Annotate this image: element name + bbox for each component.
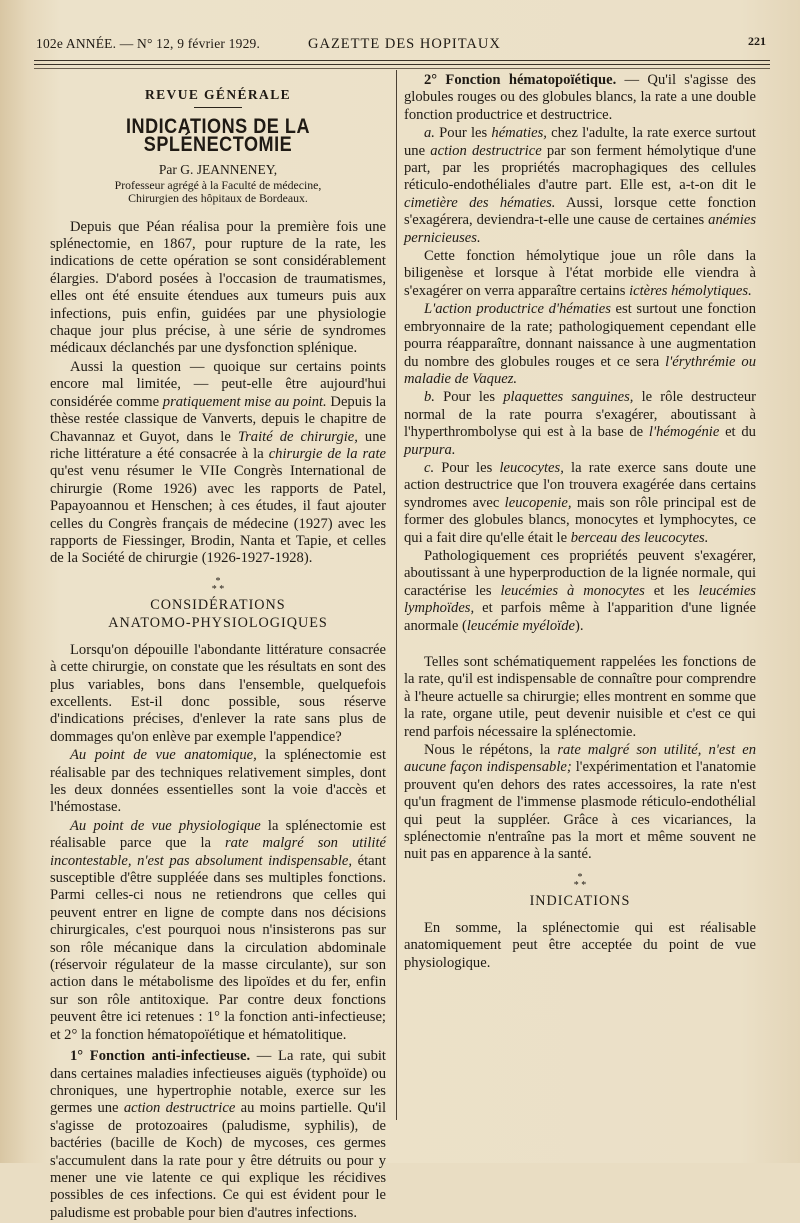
affiliation-line: Chirurgien des hôpitaux de Bordeaux. — [128, 190, 308, 205]
paragraph-a: a. Pour les hématies, chez l'adulte, la rate exerce surtout une action destructrice par son ferment hémolytique d'une part, par les propriétés macrophagiques des cellules réticulo-endothéliales d'autre part. Elle est, a-t-on dit le cimetière des hématies. Aussi, lorsque cette fonction s'exagérera, deviendra-t-elle une cause de certaines anémies pernicieuses. — [404, 125, 756, 246]
right-column — [404, 72, 756, 973]
paragraph-indications: En somme, la splénectomie qui est réalisable anatomiquement peut être acceptée du point de vue physiologique. — [404, 919, 756, 971]
column-divider — [396, 70, 397, 1120]
paragraph-anat-2: Au point de vue anatomique, la splénectomie est réalisable par des techniques relativement simples, dont les deux données essentielles sont la voie d'accès et l'hémostase. — [50, 747, 387, 816]
running-header — [30, 34, 772, 58]
article-title: INDICATIONS DE LA SPLÉNECTOMIE — [125, 115, 311, 156]
section-heading-anatomo: CONSIDÉRATIONS ANATOMO-PHYSIOLOGIQUES — [108, 596, 328, 631]
section-ornament: * * * — [211, 575, 225, 595]
affiliation-line: Professeur agrégé à la Faculté de médecine, — [114, 177, 322, 192]
paragraph-anat-3: Au point de vue physiologique la splénectomie est réalisable parce que la rate malgré son utilité incontestable, n'est pas absolument indispensable, étant susceptible d'être suppléée dans ses multiples fonctions. Parmi celles-ci nous ne retiendrons que celles qui peuvent entrer en ligne de compte dans nos décisions chirurgicales, c'est pourquoi nous n'insisterons pas sur son rôle mécanique dans la circulation abdominale (réservoir régulateur de la masse circulante), sur son action dans le métabolisme des lipoïdes et du fer, enfin sur son rôle antitoxique. Par contre deux fonctions peuvent être ici retenues : 1° la fonction anti-infectieuse; et 2° la fonction hématopoïétique et hématolitique. — [50, 817, 387, 1043]
paragraph-repeat: Nous le répétons, la rate malgré son utilité, n'est en aucune façon indispensable; l'expérimentation et l'anatomie prouvent qu'en dehors des rates accessoires, la rate n'est qu'un fragment de l'immense plasmode réticulo-endothélial qui peut la suppléer. Grâce à ces vicariances, la splénectomie n'entraîne pas la mort et même souvent ne nuit pas en apparence à la santé. — [404, 742, 757, 863]
article-author: Par G. JEANNENEY, — [158, 162, 278, 178]
paragraph-intro-2: Aussi la question — quoique sur certains points encore mal limitée, — peut-elle être aujourd'hui considérée comme pratiquement mise au point. Depuis la thèse restée classique de Vanverts, depuis le chapitre de Chavannaz et Guyot, dans le Traité de chirurgie, une riche littérature a été consacrée à la chirurgie de la rate qu'est venu résumer le VIIe Congrès International de chirurgie (Rome 1926) avec les rapports de Patel, Papayoannou et Henschen; à ces études, il faut ajouter celles du Congrès français de médecine (1927) avec les rapports de Fiessinger, Brodin, Nanta et Tapie, et celles de la Société de chirurgie (1926-1927-1928). — [50, 358, 386, 567]
section-ornament: * * * — [573, 871, 587, 891]
header-rule-thin-2 — [34, 68, 770, 69]
paragraph-b: b. Pour les plaquettes sanguines, le rôle destructeur normal de la rate pourra s'exagérer, aboutissant à l'hyperthrombolyse qui est à la base de l'hémogénie et du purpura. — [404, 389, 756, 458]
page-number: 221 — [748, 34, 766, 48]
paragraph-anat-1: Lorsqu'on dépouille l'abondante littérature consacrée à cette chirurgie, on constate que les résultats en sont des plus variables, bons dans l'ensemble, quelquefois excellents. Est-il donc possible, sous réserve d'indications précises, d'enlever la rate sans plus de dommages qu'on enlève par exemple l'appendice? — [50, 641, 386, 745]
paragraph-intro-1: Depuis que Péan réalisa pour la première fois une splénectomie, en 1867, pour rupture de la rate, les indications de cette opération se sont considérablement élargies. D'abord posées à l'occasion de traumatismes, elles ont été ensuite étendues aux tumeurs puis aux infections, puis enfin, guidées par une physiologie chaque jour plus précise, à une série de syndromes médicaux déclanchés par une dysfonction splénique. — [50, 218, 386, 357]
journal-title: GAZETTE DES HOPITAUX — [308, 36, 501, 52]
paragraph-a-3: L'action productrice d'hématies est surtout une fonction embryonnaire de la rate; pathologiquement cependant elle pourra réapparaître, donnant naissance à une augmentation du nombre des globules rouges et ce sera l'érythrémie ou maladie de Vaquez. — [404, 301, 757, 387]
paragraph-a-2: Cette fonction hémolytique joue un rôle dans la biligenèse et lorsque à l'état morbide elle viendra à s'exagérer on verra apparaître certains ictères hémolytiques. — [404, 248, 756, 299]
section-heading-indications: INDICATIONS — [529, 892, 631, 909]
rubric: REVUE GÉNÉRALE — [145, 87, 291, 102]
rubric-divider — [194, 107, 242, 108]
header-rule — [34, 60, 770, 61]
paragraph-hematopoietic: 2° Fonction hématopoïétique. — Qu'il s'agisse des globules rouges ou des globules blancs, la rate a une double fonction productrice et destructrice. — [404, 72, 756, 123]
paragraph-anti-infectious: 1° Fonction anti-infectieuse. — La rate, qui subit dans certaines maladies infectieuses aiguës (typhoïde) ou chroniques, une hypertrophie notable, exerce sur les germes une action destructrice au moins partielle. Qu'il s'agisse de protozoaires (paludisme, syphilis), de bactéries (bacille de Koch) de mycoses, ces germes s'accumulent dans la rate pour y être détruits ou pour y mener une vie latente ce qui explique les récidives possibles de ces infections. Ce qui est évident pour le paludisme est probable pour bien d'autres infections. — [50, 1048, 386, 1221]
left-column — [50, 74, 386, 1223]
paragraph-c: c. Pour les leucocytes, la rate exerce sans doute une action destructrice que l'on trouvera exagérée dans certains syndromes avec leucopenie, mais son rôle principal est de former des globules blancs, monocytes et lymphocytes, ce qui a fait dire qu'elle était le berceau des leucocytes. — [404, 459, 756, 546]
author-affiliation — [50, 179, 386, 205]
paragraph-pathology: Pathologiquement ces propriétés peuvent s'exagérer, aboutissant à une hyperproduction de la lignée normale, qui caractérise les leucémies à monocytes et les leucémies lymphoïdes, et parfois même à l'apparition d'une lignée anormale (leucémie myéloïde). — [404, 547, 756, 634]
paragraph-summary: Telles sont schématiquement rappelées les fonctions de la rate, qu'il est indispensable de connaître pour comprendre à l'heure actuelle sa chirurgie; elles montrent en somme que la rate, organe utile, peut devenir nuisible et c'est ce qui rend parfois nécessaire la splénectomie. — [404, 654, 756, 740]
issue-info: 102e ANNÉE. — N° 12, 9 février 1929. — [36, 36, 261, 51]
header-rule-thin — [34, 64, 770, 65]
